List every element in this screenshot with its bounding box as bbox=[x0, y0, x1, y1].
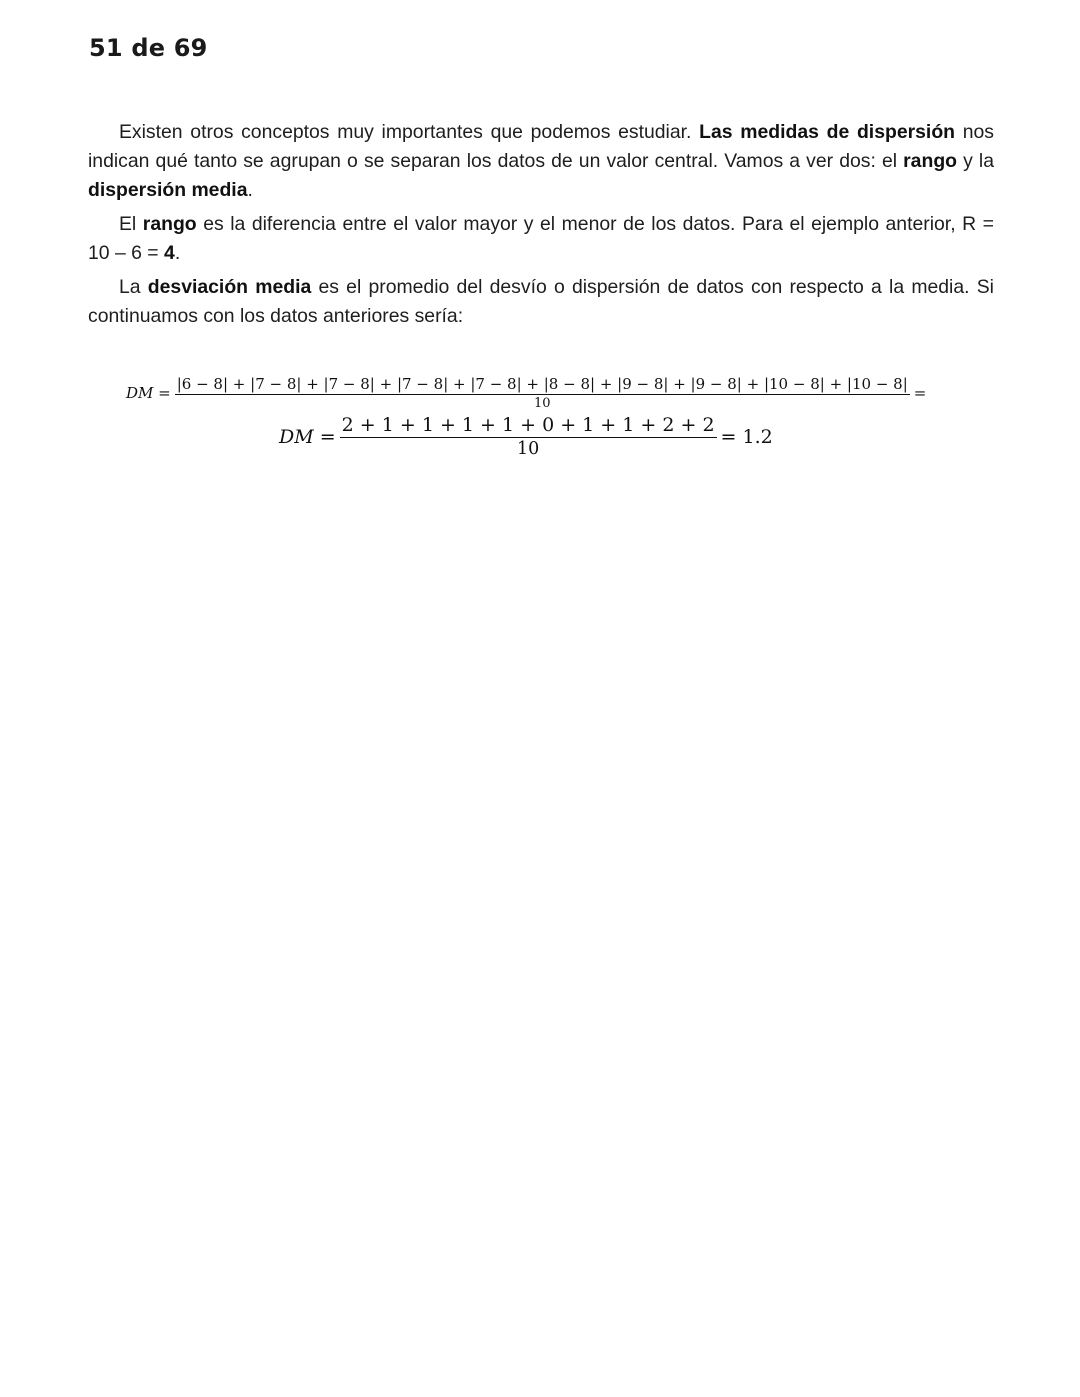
formula-dm-expanded bbox=[126, 375, 926, 411]
document-body bbox=[88, 118, 994, 336]
formula-dm-result bbox=[279, 414, 773, 459]
bold-term: Las medidas de dispersión bbox=[699, 121, 956, 143]
bold-term: rango bbox=[142, 213, 197, 235]
formula-lhs: DM = bbox=[279, 425, 336, 448]
paragraph-rango bbox=[88, 210, 994, 268]
text-run: Existen otros conceptos muy importantes que podemos estudiar. bbox=[119, 121, 700, 143]
page-counter: 51 de 69 bbox=[89, 34, 208, 62]
text-run: es el promedio del desvío o dispersión de datos con respecto a la media. Si continuamos con los datos anteriores sería: bbox=[88, 276, 994, 327]
text-run: . bbox=[247, 179, 253, 201]
fraction bbox=[175, 375, 910, 411]
text-run: nos indican qué tanto se agrupan o se separan los datos de un valor central. Vamos a ver dos: el bbox=[88, 121, 994, 172]
fraction bbox=[340, 414, 717, 459]
fraction-numerator: 2 + 1 + 1 + 1 + 1 + 0 + 1 + 1 + 2 + 2 bbox=[341, 414, 715, 436]
formula-rhs: = bbox=[913, 384, 927, 402]
formula-rhs: = 1.2 bbox=[720, 425, 773, 448]
bold-term: 4 bbox=[164, 242, 175, 264]
paragraph-desviacion-media bbox=[88, 273, 994, 331]
bold-term: desviación media bbox=[147, 276, 312, 298]
bold-term: rango bbox=[903, 150, 958, 172]
bold-term: dispersión media bbox=[88, 179, 248, 201]
fraction-numerator: |6 − 8| + |7 − 8| + |7 − 8| + |7 − 8| + |7 − 8| + |8 − 8| + |9 − 8| + |9 − 8| + |10 − 8| + |10 − 8| bbox=[176, 375, 908, 393]
fraction-denominator: 10 bbox=[533, 396, 551, 411]
formula-lhs: DM = bbox=[126, 384, 171, 402]
text-run: La bbox=[119, 276, 148, 298]
text-run: El bbox=[119, 213, 143, 235]
text-run: . bbox=[174, 242, 181, 264]
fraction-denominator: 10 bbox=[516, 439, 540, 459]
paragraph-dispersion-intro bbox=[88, 118, 994, 205]
text-run: y la bbox=[957, 150, 995, 172]
text-run: es la diferencia entre el valor mayor y el menor de los datos. Para el ejemplo anterior, R = 10 – 6 = bbox=[88, 213, 994, 264]
